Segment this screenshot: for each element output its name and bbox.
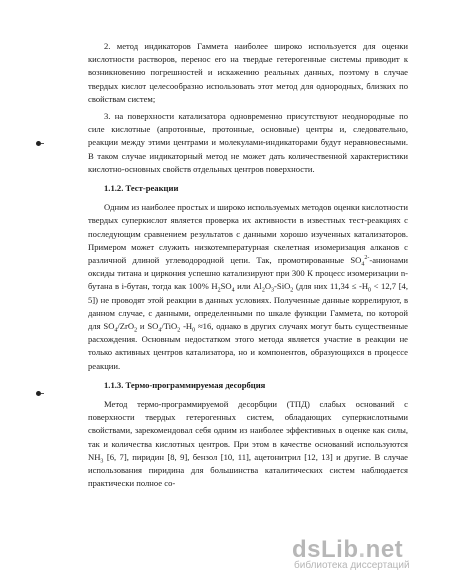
paragraph-tpd: Метод термо-программируемой десорбции (ТПД) слабых оснований с поверхности твердых гетерогенных систем, обладающих суперкислотными свойствами, зарекомендовал себя одним из наиболее эффективных в оценке как силы, так и количества кислотных центров. При этом в качестве оснований используются $NH_3$ [6, 7], пиридин [8, 9], бензол [10, 11], ацетонитрил [12, 13] и другие. В случае использования пиридина для большинства каталитических систем наблюдается практически полное со- — [88, 399, 408, 489]
margin-mark-1 — [36, 141, 41, 146]
document-body — [88, 40, 408, 491]
paragraph-test-reactions: Одним из наиболее простых и широко используемых методов оценки кислотности твердых суперкислот является проверка их активности в известных тест-реакциях с последующим сравнением результатов с данными хорошо изученных катализаторов. Примером может служить низкотемпературная скелетная изомеризация алканов с различной длиной углеводородной цепи. Так, промотированные $SO_4^{2-}$-анионами оксиды титана и циркония успешно катализируют при 300 К процесс изомеризации n-бутана в i-бутан, тогда как 100% $H_2SO_4$ или $Al_2O_3-SiO_2$ (для них $11,34 \le -H_0 < 12,7$ [4, 5]) не проводят этой реакции в данных условиях. Полученные данные коррелируют, в данном случае, с данными, определенными по шкале функции Гаммета, по которой для $SO_4/ZrO_2$ и $SO_4/TiO_2$ $-H_0 \approx 16$, однако в других случаях могут быть существенные расхождения. Основным недостатком этого метода является участие в реакции не только активных центров катализатора, но и компонентов, образующихся в процессе реакции. — [88, 202, 408, 371]
section-heading-test-reactions: 1.1.2. Тест-реакции — [104, 183, 179, 194]
section-heading-tpd: 1.1.3. Термо-программируемая десорбция — [104, 379, 266, 390]
paragraph-item-2: 2. метод индикаторов Гаммета наиболее широко используется для оценки кислотности растворов, перенос его на твердые гетерогенные системы приводит к возникновению погрешностей и искажению реальных данных, поэтому в случае твердых кислот целесообразно использовать этот метод для однородных, близких по свойствам систем; — [88, 41, 408, 104]
watermark-subtitle: библиотека диссертаций — [294, 560, 410, 571]
margin-mark-2 — [36, 391, 41, 396]
paragraph-item-3: 3. на поверхности катализатора одновременно присутствуют неоднородные по силе кислотные (апротонные, протонные, основные) центры и, следовательно, реакции между этими центрами и молекулами-индикаторами будут неравновесными. В таком случае индикаторный метод не может дать количественной характеристики кислотно-основных свойств отдельных центров поверхности. — [88, 111, 408, 174]
watermark-logo: dsLib.net — [292, 536, 404, 563]
dslib-watermark — [292, 536, 442, 574]
